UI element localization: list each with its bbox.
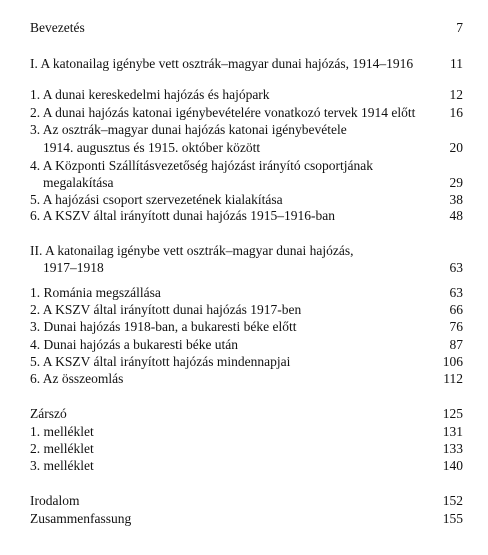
toc-entry-page: 63 [449, 285, 463, 300]
toc-part-heading [30, 242, 463, 260]
toc-entry [30, 336, 463, 354]
toc-entry-title: Bevezetés [30, 20, 85, 35]
toc-entry-page: 7 [456, 20, 463, 35]
toc-entry-title: 5. A hajózási csoport szervezetének kialakítása [30, 192, 283, 207]
toc-entry-title: 2. melléklet [30, 441, 94, 456]
toc-entry-title: 6. Az összeomlás [30, 371, 124, 386]
toc-entry-continuation [30, 259, 463, 277]
toc-entry-page: 125 [442, 406, 463, 421]
toc-entry-title: Irodalom [30, 493, 80, 508]
toc-entry-title: 2. A KSZV által irányított dunai hajózás 1917-ben [30, 302, 302, 317]
toc-entry-title-continued: 1917–1918 [43, 260, 104, 275]
toc-entry [30, 440, 463, 458]
toc-entry [30, 510, 463, 528]
toc-entry [30, 104, 463, 122]
toc-entry-page: 29 [449, 175, 463, 190]
toc-entry-page: 152 [442, 493, 463, 508]
toc-entry [30, 86, 463, 104]
toc-entry [30, 457, 463, 475]
table-of-contents [30, 0, 463, 555]
toc-entry-title: Zusammenfassung [30, 511, 132, 526]
toc-entry-page: 131 [442, 424, 463, 439]
toc-entry-intro [30, 19, 463, 37]
toc-entry-title-continued: 1914. augusztus és 1915. október között [43, 140, 261, 155]
toc-entry-continuation [30, 174, 463, 192]
toc-entry-page: 87 [449, 337, 463, 352]
toc-entry [30, 301, 463, 319]
toc-entry [30, 423, 463, 441]
toc-entry-title: Zárszó [30, 406, 67, 421]
toc-entry-title: 4. A Központi Szállításvezetőség hajózást irányító csoportjának [30, 158, 374, 173]
toc-entry-page: 12 [449, 87, 463, 102]
toc-entry-title: 1. Románia megszállása [30, 285, 161, 300]
toc-entry [30, 157, 463, 175]
toc-entry-title: I. A katonailag igénybe vett osztrák–magyar dunai hajózás, 1914–1916 [30, 56, 414, 71]
toc-entry-title: 3. Az osztrák–magyar dunai hajózás katonai igénybevétele [30, 122, 347, 137]
toc-entry-page: 133 [442, 441, 463, 456]
toc-entry [30, 405, 463, 423]
toc-entry-page: 106 [442, 354, 463, 369]
toc-entry-page: 63 [449, 260, 463, 275]
toc-entry-page: 38 [449, 192, 463, 207]
toc-entry-page: 11 [450, 56, 463, 71]
toc-entry-page: 112 [443, 371, 463, 386]
toc-entry-page: 16 [449, 105, 463, 120]
toc-entry-page: 140 [442, 458, 463, 473]
toc-entry-page: 66 [449, 302, 463, 317]
toc-entry-title-continued: megalakítása [43, 175, 114, 190]
toc-entry [30, 353, 463, 371]
toc-entry-page: 155 [442, 511, 463, 526]
toc-entry-title: 2. A dunai hajózás katonai igénybevételére vonatkozó tervek 1914 előtt [30, 105, 416, 120]
toc-entry-title: II. A katonailag igénybe vett osztrák–magyar dunai hajózás, [30, 243, 354, 258]
toc-entry-title: 6. A KSZV által irányított dunai hajózás 1915–1916-ban [30, 208, 335, 223]
toc-entry [30, 370, 463, 388]
toc-entry [30, 318, 463, 336]
toc-entry-title: 1. melléklet [30, 424, 94, 439]
toc-entry [30, 492, 463, 510]
toc-part-heading [30, 55, 463, 73]
toc-entry-page: 76 [449, 319, 463, 334]
toc-entry-title: 5. A KSZV által irányított hajózás mindennapjai [30, 354, 291, 369]
toc-entry [30, 207, 463, 225]
toc-entry-page: 48 [449, 208, 463, 223]
toc-entry [30, 121, 463, 139]
toc-entry-title: 3. melléklet [30, 458, 94, 473]
toc-entry [30, 284, 463, 302]
toc-entry-continuation [30, 139, 463, 157]
toc-entry-title: 1. A dunai kereskedelmi hajózás és hajópark [30, 87, 270, 102]
toc-entry-title: 3. Dunai hajózás 1918-ban, a bukaresti béke előtt [30, 319, 297, 334]
toc-entry-title: 4. Dunai hajózás a bukaresti béke után [30, 337, 239, 352]
toc-entry-page: 20 [449, 140, 463, 155]
